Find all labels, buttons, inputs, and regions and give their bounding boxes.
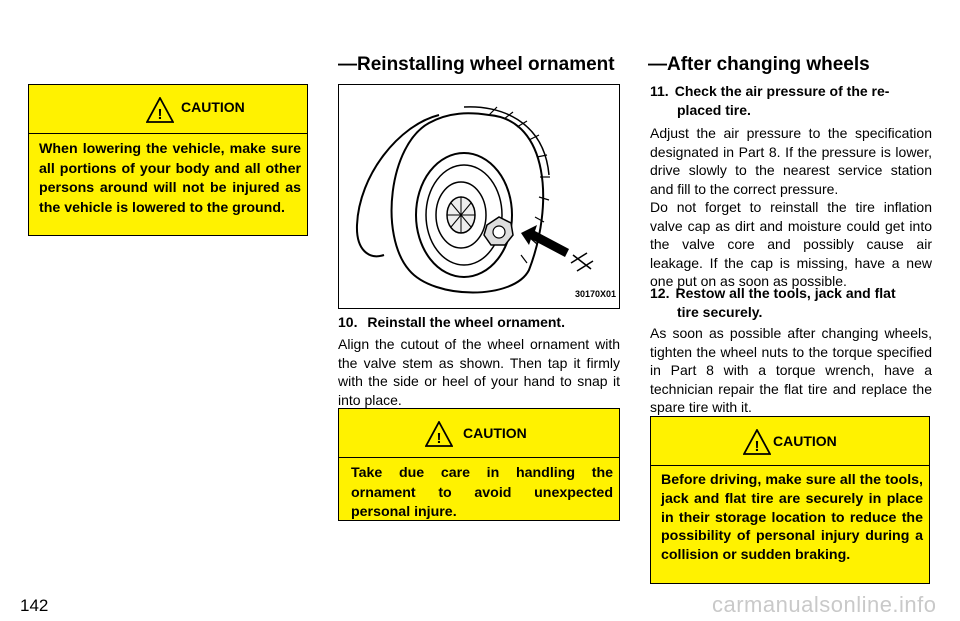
reinstalling-title: —Reinstalling wheel ornament: [338, 54, 615, 75]
caution-text: When lowering the vehicle, make sure all portions of your body and all other persons around will not be injured as the vehicle is lowered to the ground.: [39, 141, 301, 216]
caution-text: Take due care in handling the ornament to avoid unexpected personal injure.: [351, 465, 613, 520]
svg-text:!: !: [436, 430, 442, 447]
svg-text:!: !: [157, 106, 163, 123]
svg-text:!: !: [754, 438, 760, 455]
warning-triangle-icon: [425, 421, 453, 447]
step-11-line1: Check the air pressure of the re-: [674, 83, 890, 99]
wheel-ornament-illustration: [339, 85, 619, 308]
after-changing-title: —After changing wheels: [648, 54, 870, 75]
caution-label: CAUTION: [181, 99, 245, 115]
caution-header: [29, 85, 307, 134]
caution-header: [651, 417, 929, 466]
step-10-paragraph: Align the cutout of the wheel ornament with the valve stem as shown. Then tap it firmly with the side or heel of your hand to snap it into place.: [338, 336, 620, 408]
step-12-number: 12.: [650, 285, 670, 301]
warning-triangle-icon: [743, 429, 771, 455]
caution-text: Before driving, make sure all the tools, jack and flat tire are securely in place in their storage location to reduce the possibility of personal injury during a collision or sudden braking.: [661, 472, 923, 564]
caution-box-lowering: [28, 84, 308, 236]
step-11-number: 11.: [650, 83, 669, 99]
warning-triangle-icon: [146, 97, 174, 123]
page-number: 142: [20, 596, 49, 615]
step-12-line1: Restow all the tools, jack and flat: [675, 285, 896, 301]
step-11: [650, 82, 889, 120]
caution-header: [339, 409, 619, 458]
paragraph-air-pressure: Adjust the air pressure to the specification designated in Part 8. If the pressure is lower, drive slowly to the nearest service station and fill to the correct pressure.: [650, 125, 932, 197]
site-watermark: carmanualsonline.info: [712, 592, 937, 617]
caution-box-before-driving: [650, 416, 930, 584]
caution-box-ornament: [338, 408, 620, 521]
figure-code: 30170X01: [575, 289, 617, 299]
step-10: [338, 313, 565, 332]
paragraph-valve-cap: Do not forget to reinstall the tire inflation valve cap as dirt and moisture could get into the valve core and possibly cause air leakage. If the cap is missing, have a new one put on as soon as possible.: [650, 199, 932, 289]
caution-label: CAUTION: [463, 425, 527, 441]
paragraph-tighten-nuts: As soon as possible after changing wheels, tighten the wheel nuts to the torque specified in Part 8 with a torque wrench, have a technician repair the flat tire and replace the spare tire with it.: [650, 325, 932, 415]
step-11-line2: placed tire.: [677, 102, 751, 118]
caution-label: CAUTION: [773, 433, 837, 449]
step-10-text: Reinstall the wheel ornament.: [367, 314, 565, 330]
step-12-line2: tire securely.: [677, 304, 763, 320]
step-12: [650, 284, 896, 322]
step-10-number: 10.: [338, 314, 358, 330]
wheel-ornament-figure: [338, 84, 620, 309]
